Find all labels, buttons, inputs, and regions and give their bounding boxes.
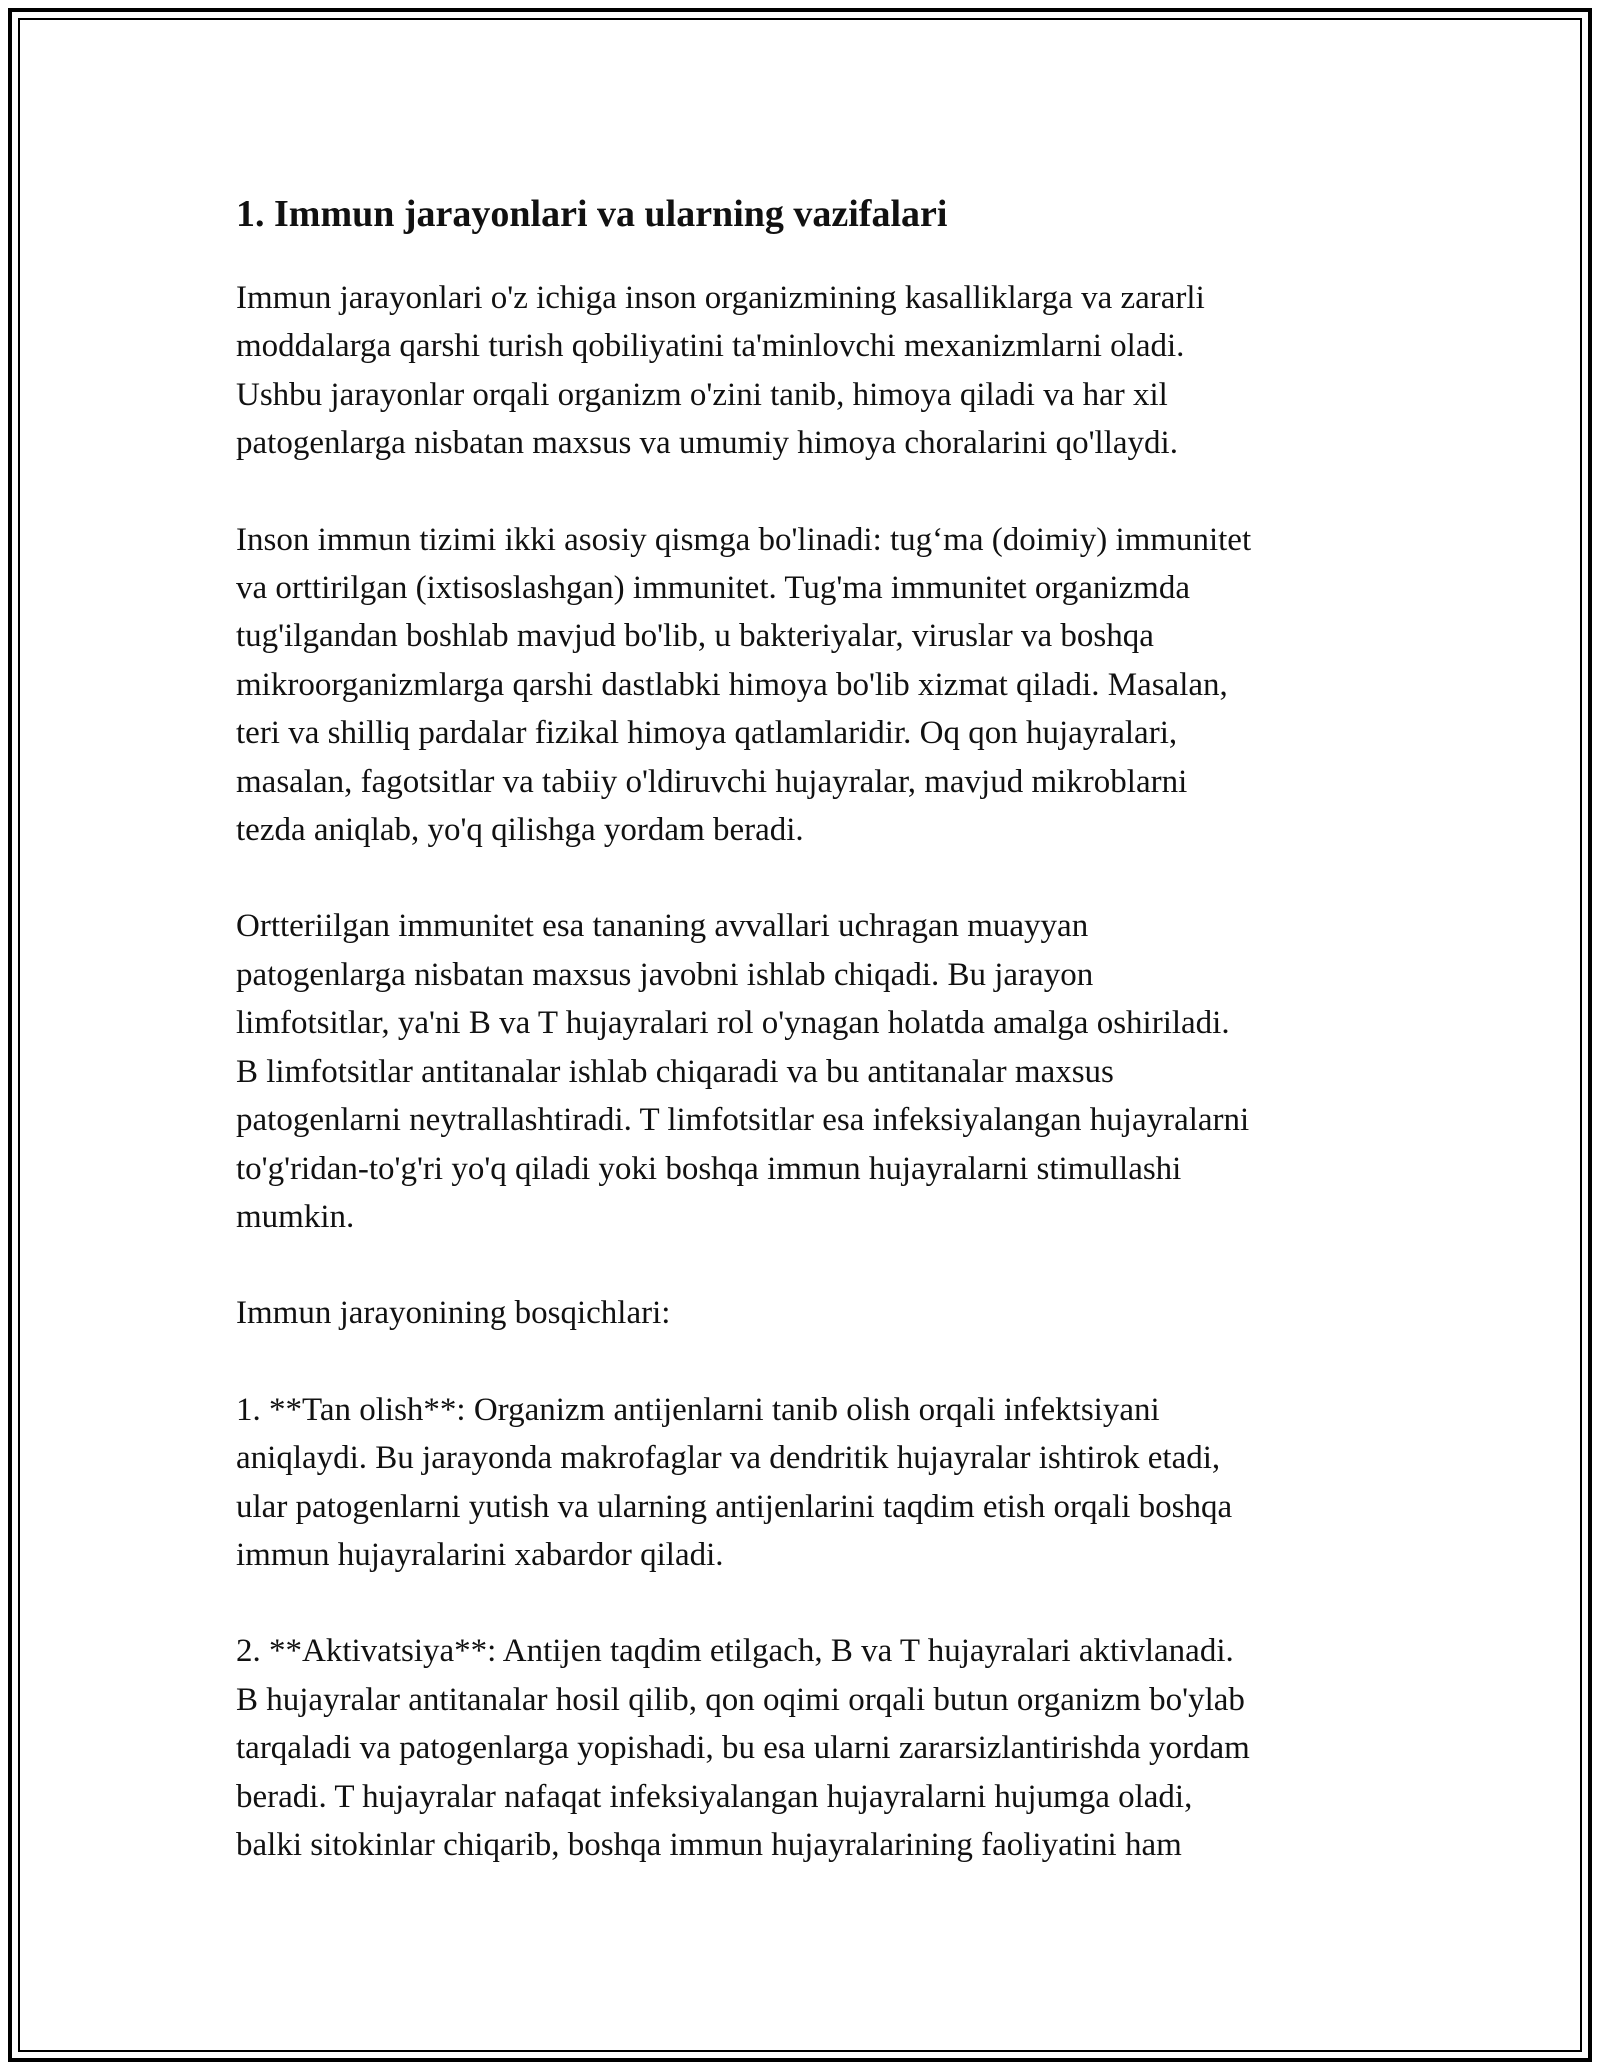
paragraph-spacer (236, 1338, 1386, 1386)
paragraph-stages-title: Immun jarayonining bosqichlari: (236, 1295, 671, 1332)
list-item-recognition: 1. **Tan olish**: Organizm antijenlarni tanib olish orqali infektsiyani aniqlaydi. Bu jarayonda makrofaglar va dendritik hujayralar ishtirok etadi, ular patogenlarni yutish va ularning antijenlarini taqdim etish orqali boshqa immun hujayralarini xabardor qiladi. (236, 1391, 1233, 1573)
paragraph-spacer (236, 1241, 1386, 1289)
list-item-activation: 2. **Aktivatsiya**: Antijen taqdim etilgach, B va T hujayralari aktivlanadi. B hujayralar antitanalar hosil qilib, qon oqimi orqali butun organizm bo'ylab tarqaladi va patogenlarga yopishadi, bu esa ularni zararsizlantirishda yordam beradi. T hujayralar nafaqat infeksiyalangan hujayralarni hujumga oladi, balki sitokinlar chiqarib, boshqa immun hujayralarining faoliyatini ham (236, 1633, 1250, 1863)
document-page (236, 190, 1386, 1869)
section-heading: 1. Immun jarayonlari va ularning vazifalari (236, 193, 948, 235)
paragraph-spacer (236, 1579, 1386, 1627)
paragraph-spacer (236, 468, 1386, 516)
paragraph-immune-system-parts: Inson immun tizimi ikki asosiy qismga bo'linadi: tug‘ma (doimiy) immunitet va orttirilgan (ixtisoslashgan) immunitet. Tug'ma immunitet organizmda tug'ilgandan boshlab mavjud bo'lib, u bakteriyalar, viruslar va boshqa mikroorganizmlarga qarshi dastlabki himoya bo'lib xizmat qiladi. Masalan, teri va shilliq pardalar fizikal himoya qatlamlaridir. Oq qon hujayralari, masalan, fagotsitlar va tabiiy o'ldiruvchi hujayralar, mavjud mikroblarni tezda aniqlab, yo'q qilishga yordam beradi. (236, 521, 1252, 849)
paragraph-acquired-immunity: Ortteriilgan immunitet esa tananing avvallari uchragan muayyan patogenlarga nisbatan maxsus javobni ishlab chiqadi. Bu jarayon limfotsitlar, ya'ni B va T hujayralari rol o'ynagan holatda amalga oshiriladi. B limfotsitlar antitanalar ishlab chiqaradi va bu antitanalar maxsus patogenlarni neytrallashtiradi. T limfotsitlar esa infeksiyalangan hujayralarni to'g'ridan-to'g'ri yo'q qiladi yoki boshqa immun hujayralarni stimullashi mumkin. (236, 908, 1250, 1235)
paragraph-intro: Immun jarayonlari o'z ichiga inson organizmining kasalliklarga va zararli moddalarga qarshi turish qobiliyatini ta'minlovchi mexanizmlarni oladi. Ushbu jarayonlar orqali organizm o'zini tanib, himoya qiladi va har xil patogenlarga nisbatan maxsus va umumiy himoya choralarini qo'llaydi. (236, 280, 1205, 462)
paragraph-spacer (236, 854, 1386, 902)
